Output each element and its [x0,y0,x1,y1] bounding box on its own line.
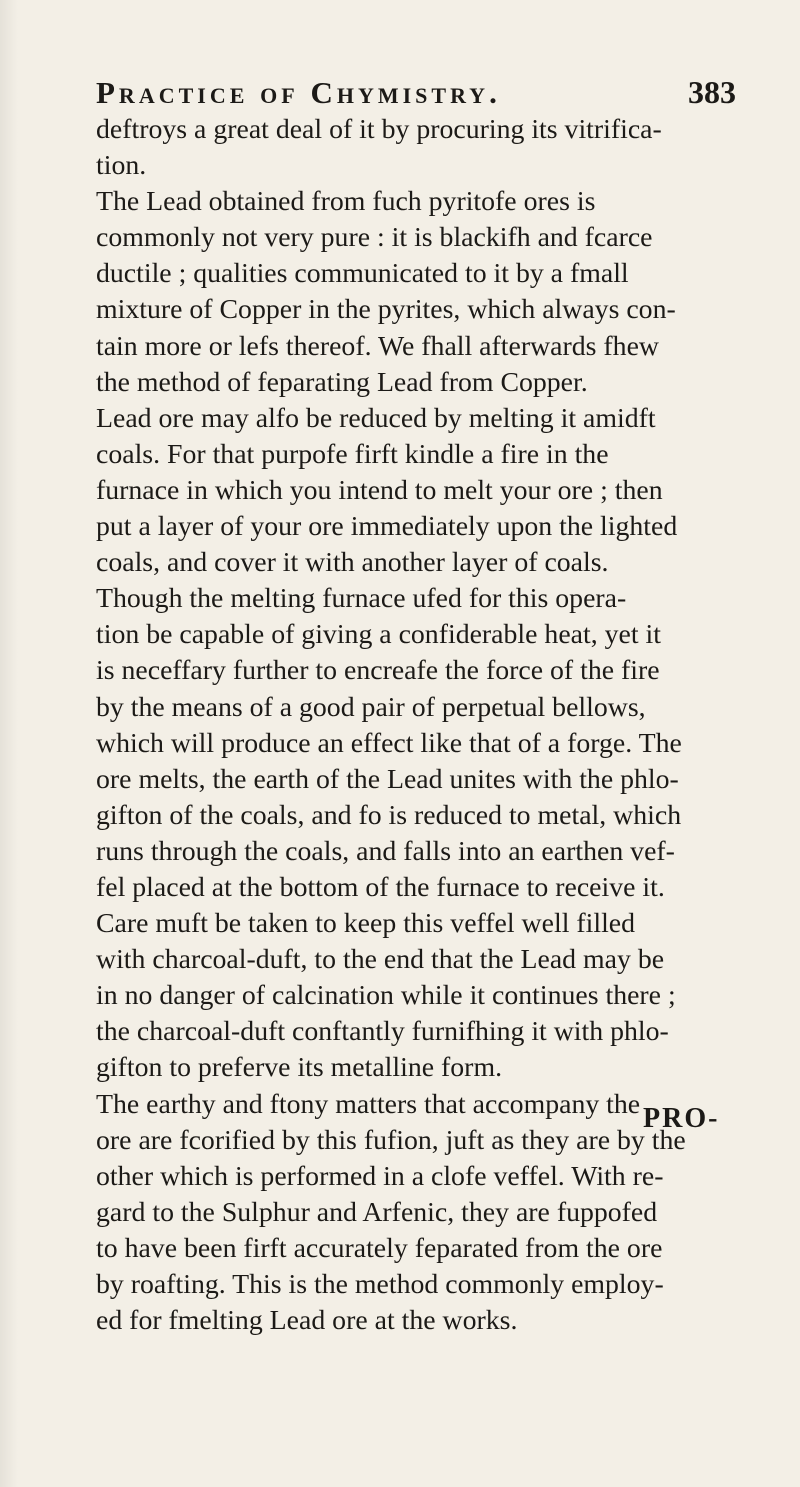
text-line: Lead ore may alfo be reduced by melting it amidft [96,402,656,434]
body-text [96,112,741,1339]
text-line: tion. [96,150,147,182]
text-line: ore melts, the earth of the Lead unites with the phlo- [96,763,679,795]
text-line: The Lead obtained from fuch pyritofe ores is [96,186,596,218]
text-line: ductile ; qualities communicated to it by a fmall [96,258,629,290]
running-title: Practice of Chymistry. [96,75,501,110]
text-line: which will produce an effect like that of a forge. The [96,727,682,759]
text-line: gard to the Sulphur and Arfenic, they are fuppofed [96,1196,658,1228]
text-line: gifton to preferve its metalline form. [96,1052,503,1084]
text-line: deftroys a great deal of it by procuring its vitrifica- [96,114,662,145]
text-line: runs through the coals, and falls into an earthen vef- [96,835,675,867]
text-line: the method of feparating Lead from Copper. [96,366,588,398]
text-line: put a layer of your ore immediately upon the lighted [96,511,678,543]
text-line: other which is performed in a clofe veffel. With re- [96,1160,664,1192]
text-line: ore are fcorified by this fufion, juft as they are by the [96,1124,686,1156]
text-line: Though the melting furnace ufed for this opera- [96,583,627,615]
text-line: mixture of Copper in the pyrites, which always con- [96,294,676,326]
page-number: 383 [688,74,736,110]
text-line: tion be capable of giving a confiderable heat, yet it [96,619,661,651]
text-line: fel placed at the bottom of the furnace to receive it. [96,871,665,903]
text-line: with charcoal-duft, to the end that the Lead may be [96,944,665,976]
text-line: in no danger of calcination while it continues there ; [96,980,676,1012]
text-line: furnace in which you intend to melt your ore ; then [96,474,663,506]
text-line: by the means of a good pair of perpetual bellows, [96,691,646,723]
text-line: The earthy and ftony matters that accompany the [96,1088,641,1120]
text-line: the charcoal-duft conftantly furnifhing it with phlo- [96,1016,669,1048]
text-line: coals, and cover it with another layer of coals. [96,547,609,579]
text-line: commonly not very pure : it is blackifh and fcarce [96,222,653,254]
text-line: coals. For that purpofe firft kindle a fire in the [96,438,609,470]
text-line: ed for fmelting Lead ore at the works. [96,1305,518,1337]
text-line: tain more or lefs thereof. We fhall afterwards fhew [96,330,659,362]
text-line: to have been firft accurately feparated from the ore [96,1232,663,1264]
text-line: Care muft be taken to keep this veffel well filled [96,908,636,940]
text-line: gifton of the coals, and fo is reduced to metal, which [96,799,682,831]
text-line: by roafting. This is the method commonly employ- [96,1269,664,1300]
text-line: is neceffary further to encreafe the force of the fire [96,655,660,687]
catchword: PRO- [643,1103,720,1134]
